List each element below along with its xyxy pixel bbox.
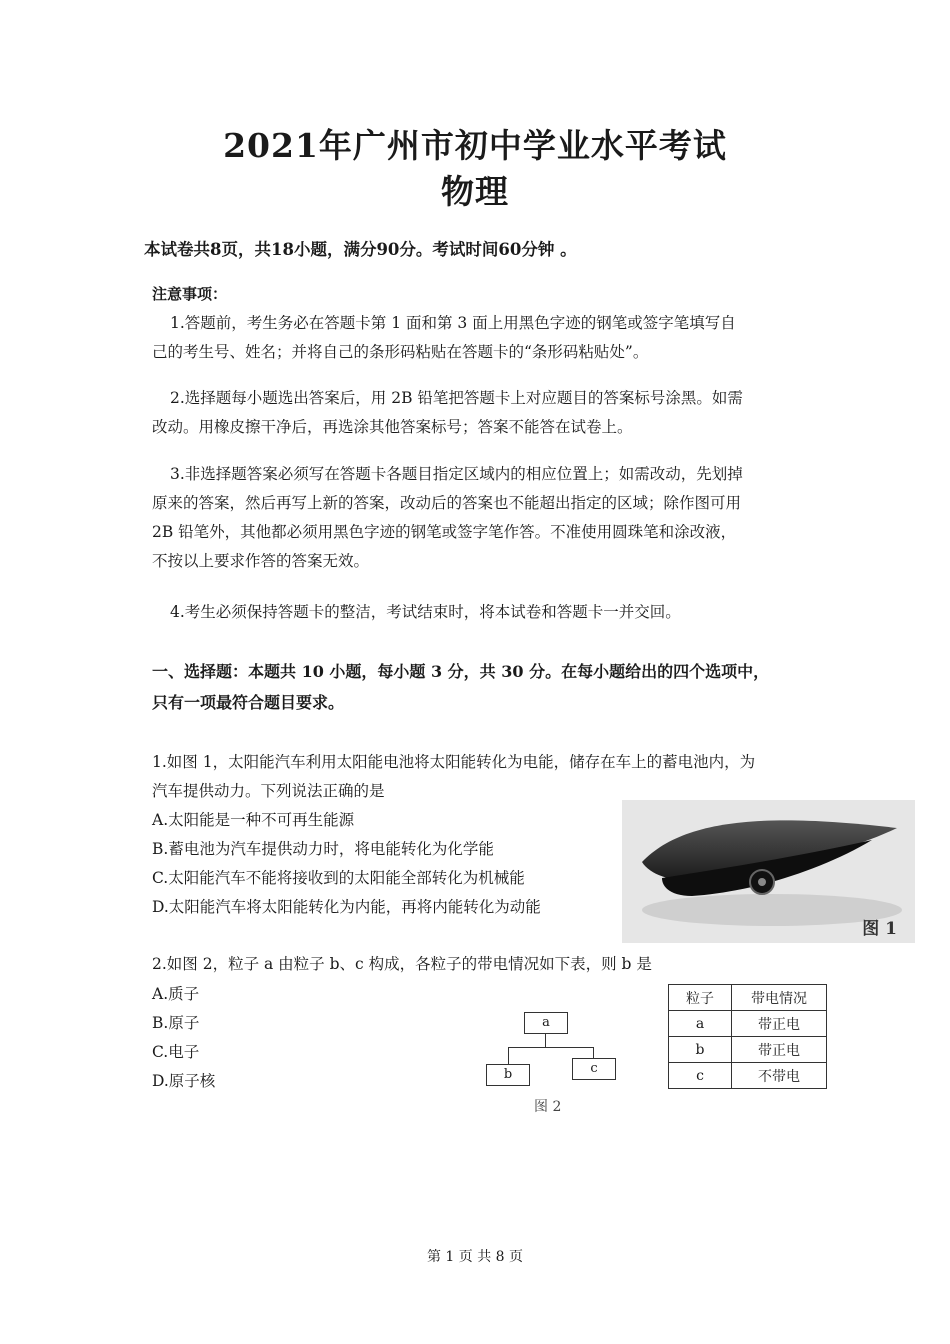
table-row — [669, 1037, 827, 1063]
question-1-stem: 1.如图 1，太阳能汽车利用太阳能电池将太阳能转化为电能，储存在车上的蓄电池内，为 汽车提供动力。下列说法正确的是 — [152, 753, 756, 800]
table-cell: 带正电 — [732, 1037, 827, 1063]
particle-b-box: b — [486, 1064, 530, 1086]
table-cell: b — [669, 1037, 732, 1063]
option-a[interactable]: A.太阳能是一种不可再生能源 — [152, 811, 355, 829]
option-c[interactable]: C.电子 — [152, 1043, 200, 1061]
table-cell: c — [669, 1063, 732, 1089]
table-cell: 不带电 — [732, 1063, 827, 1089]
particle-diagram — [482, 1004, 632, 1119]
table-row — [669, 1063, 827, 1089]
option-d[interactable]: D.太阳能汽车将太阳能转化为内能，再将内能转化为动能 — [152, 898, 541, 916]
figure-1-caption: 图 1 — [862, 919, 897, 939]
subject-title: 物理 — [441, 172, 509, 211]
notice-item-2: 2.选择题每小题选出答案后，用 2B 铅笔把答题卡上对应题目的答案标号涂黑。如需 改动。用橡皮擦干净后，再选涂其他答案标号；答案不能答在试卷上。 — [152, 389, 743, 436]
question-2-options — [152, 980, 215, 1096]
table-header: 粒子 — [669, 985, 732, 1011]
table-header-row — [669, 985, 827, 1011]
charge-table — [668, 984, 827, 1089]
connector — [508, 1047, 593, 1048]
connector — [545, 1033, 546, 1047]
section-heading: 一、选择题：本题共 10 小题，每小题 3 分，共 30 分。在每小题给出的四个选项中， 只有一项最符合题目要求。 — [152, 662, 770, 712]
table-row — [669, 1011, 827, 1037]
question-1-options — [152, 806, 541, 922]
option-d[interactable]: D.原子核 — [152, 1072, 216, 1090]
table-header: 带电情况 — [732, 985, 827, 1011]
page-title: 2021年广州市初中学业水平考试 — [223, 126, 727, 165]
question-2-stem: 2.如图 2，粒子 a 由粒子 b、c 构成，各粒子的带电情况如下表，则 b 是 — [152, 955, 652, 973]
particle-c-box: c — [572, 1058, 616, 1080]
particle-a-box: a — [524, 1012, 568, 1034]
option-b[interactable]: B.原子 — [152, 1014, 200, 1032]
table-cell: a — [669, 1011, 732, 1037]
option-c[interactable]: C.太阳能汽车不能将接收到的太阳能全部转化为机械能 — [152, 869, 525, 887]
page-footer: 第 1 页 共 8 页 — [426, 1249, 524, 1265]
notice-heading: 注意事项： — [152, 285, 228, 303]
notice-item-3: 3.非选择题答案必须写在答题卡各题目指定区域内的相应位置上；如需改动，先划掉 原来的答案，然后再写上新的答案，改动后的答案也不能超出指定的区域；除作图可用 2B 铅笔外，其他都必须用黑色字迹的钢笔或签字笔作答。不准使用圆珠笔和涂改液， 不按以上要求作答的答案无效。 — [152, 465, 743, 570]
option-b[interactable]: B.蓄电池为汽车提供动力时，将电能转化为化学能 — [152, 840, 494, 858]
notice-item-1: 1.答题前，考生务必在答题卡第 1 面和第 3 面上用黑色字迹的钢笔或签字笔填写自 己的考生号、姓名；并将自己的条形码粘贴在答题卡的“条形码粘贴处”。 — [152, 314, 736, 361]
connector — [508, 1047, 509, 1064]
notice-item-4: 4.考生必须保持答题卡的整洁，考试结束时，将本试卷和答题卡一并交回。 — [170, 603, 681, 621]
connector — [593, 1047, 594, 1058]
option-a[interactable]: A.质子 — [152, 985, 200, 1003]
solar-car-figure — [622, 800, 915, 943]
exam-summary: 本试卷共8页，共18小题，满分90分。考试时间60分钟 。 — [144, 240, 577, 259]
figure-2-caption: 图 2 — [534, 1099, 562, 1115]
table-cell: 带正电 — [732, 1011, 827, 1037]
